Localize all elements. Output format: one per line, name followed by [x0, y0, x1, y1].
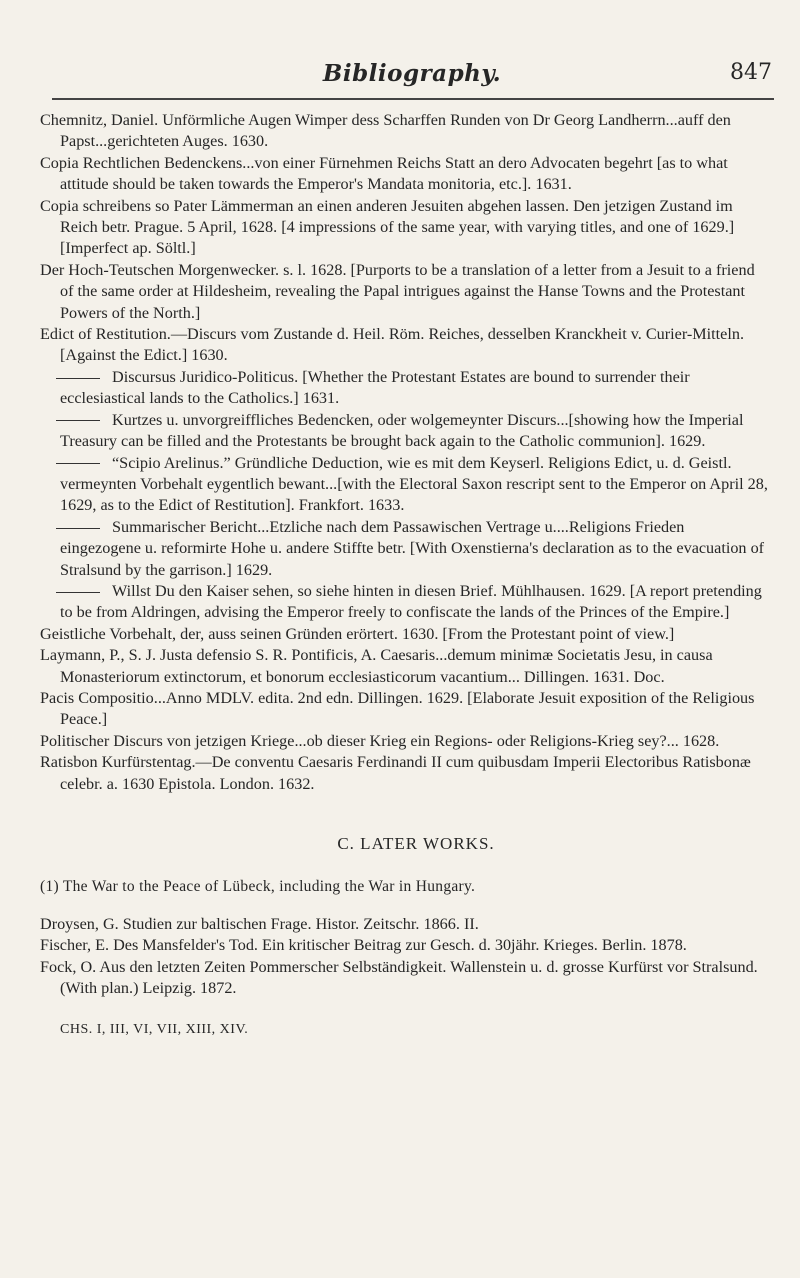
ditto-dash [56, 528, 100, 529]
bibliography-entry [40, 517, 768, 581]
bibliography-entry [40, 688, 768, 731]
bibliography-entry [40, 731, 768, 752]
page-number: 847 [730, 60, 772, 85]
entry-text: Laymann, P., S. J. Justa defensio S. R. Pontificis, A. Caesaris...demum minimæ Societatis Jesu, in causa Monasteriorum extinctorum, et bonorum ecclesiasticorum vacantium... Dillingen. 1631. Doc. [40, 646, 713, 686]
entry-text: Politischer Discurs von jetzigen Kriege...ob dieser Krieg ein Regions- oder Religions-Krieg sey?... 1628. [40, 731, 720, 750]
entry-text: Pacis Compositio...Anno MDLV. edita. 2nd edn. Dillingen. 1629. [Elaborate Jesuit exposition of the Religious Peace.] [40, 688, 755, 729]
bibliography-entry [40, 110, 768, 153]
entry-text: “Scipio Arelinus.” Gründliche Deduction, wie es mit dem Keyserl. Religions Edict, u. d. Geistl. vermeynten Vorbehalt eygentlich bewant...[with the Electoral Saxon rescript sent to the Emperor on April 28, 1629, as to the Edict of Restitution]. Frankfort. 1633. [60, 453, 768, 515]
chapter-references: CHS. I, III, VI, VII, XIII, XIV. [60, 1022, 249, 1038]
bibliography-entry [40, 367, 768, 410]
entry-text: Willst Du den Kaiser sehen, so siehe hinten in diesen Brief. Mühlhausen. 1629. [A report pretending to be from Aldringen, advising the Emperor freely to confiscate the lands of the Princes of the Empire.] [60, 581, 762, 622]
bibliography-entry [40, 324, 768, 367]
bibliography-entry [40, 752, 768, 795]
section-heading: C. LATER WORKS. [337, 834, 495, 853]
entry-text: Discursus Juridico-Politicus. [Whether the Protestant Estates are bound to surrender their ecclesiastical lands to the Catholics.] 1631. [60, 367, 690, 408]
section-subheading: (1) The War to the Peace of Lübeck, including the War in Hungary. [40, 878, 476, 896]
entry-text: Fock, O. Aus den letzten Zeiten Pommerscher Selbständigkeit. Wallenstein u. d. grosse Kurfürst vor Stralsund. (With plan.) Leipzig. 1872. [40, 957, 758, 998]
page-header [44, 60, 780, 92]
ditto-dash [56, 463, 100, 464]
bibliography-entry [40, 453, 768, 517]
entry-text: Copia schreibens so Pater Lämmerman an einen anderen Jesuiten abgehen lassen. Den jetzigen Zustand im Reich betr. Prague. 5 April, 1628. [4 impressions of the same year, with varying titles, and one of 1629.] [Imperfect ap. Söltl.] [40, 196, 735, 258]
bibliography-entry [40, 581, 768, 624]
bibliography-body [40, 110, 768, 1041]
ditto-dash [56, 378, 100, 379]
entry-text: Fischer, E. Des Mansfelder's Tod. Ein kritischer Beitrag zur Gesch. d. 30jähr. Krieges. Berlin. 1878. [40, 936, 687, 955]
ditto-dash [56, 420, 100, 421]
bibliography-entry [40, 196, 768, 260]
entry-text: Summarischer Bericht...Etzliche nach dem Passawischen Vertrage u....Religions Frieden eingezogene u. reformirte Hohe u. andere Stiffte betr. [With Oxenstierna's declaration as to the evacuation of Stralsund by the garrison.] 1629. [60, 517, 765, 579]
entry-text: Kurtzes u. unvorgreiffliches Bedencken, oder wolgemeynter Discurs...[showing how the Imperial Treasury can be filled and the Protestants be brought back again to the Catholic communion]. 1629. [60, 410, 744, 451]
bibliography-entry [40, 645, 768, 688]
entry-text: Chemnitz, Daniel. Unförmliche Augen Wimper dess Scharffen Runden von Dr Georg Landherrn...auff den Papst...gerichteten Auges. 1630. [40, 111, 731, 151]
header-rule [52, 98, 774, 100]
bibliography-entry [40, 624, 768, 645]
bibliography-entry [40, 260, 768, 324]
bibliography-entry [40, 935, 768, 956]
bibliography-entry [40, 153, 768, 196]
entry-text: Copia Rechtlichen Bedenckens...von einer Fürnehmen Reichs Statt an dero Advocaten begehrt [as to what attitude should be taken towards the Emperor's Mandata monitoria, etc.]. 1631. [40, 153, 728, 194]
bibliography-entry [40, 410, 768, 453]
entry-text: Droysen, G. Studien zur baltischen Frage. Histor. Zeitschr. 1866. II. [40, 914, 479, 933]
entry-text: Ratisbon Kurfürstentag.—De conventu Caesaris Ferdinandi II cum quibusdam Imperii Electoribus Ratisbonæ celebr. a. 1630 Epistola. London. 1632. [40, 753, 751, 793]
entry-text: Der Hoch-Teutschen Morgenwecker. s. l. 1628. [Purports to be a translation of a letter from a Jesuit to a friend of the same order at Hildesheim, revealing the Papal intrigues against the Hanse Towns and the Protestant Powers of the North.] [40, 260, 755, 322]
ditto-dash [56, 592, 100, 593]
entry-text: Edict of Restitution.—Discurs vom Zustande d. Heil. Röm. Reiches, desselben Kranckheit v. Curier-Mitteln. [Against the Edict.] 1630. [40, 325, 744, 365]
running-title: Bibliography. [322, 60, 502, 87]
bibliography-entry [40, 914, 768, 935]
bibliography-entry [40, 957, 768, 1000]
entry-text: Geistliche Vorbehalt, der, auss seinen Gründen erörtert. 1630. [From the Protestant point of view.] [40, 624, 675, 643]
